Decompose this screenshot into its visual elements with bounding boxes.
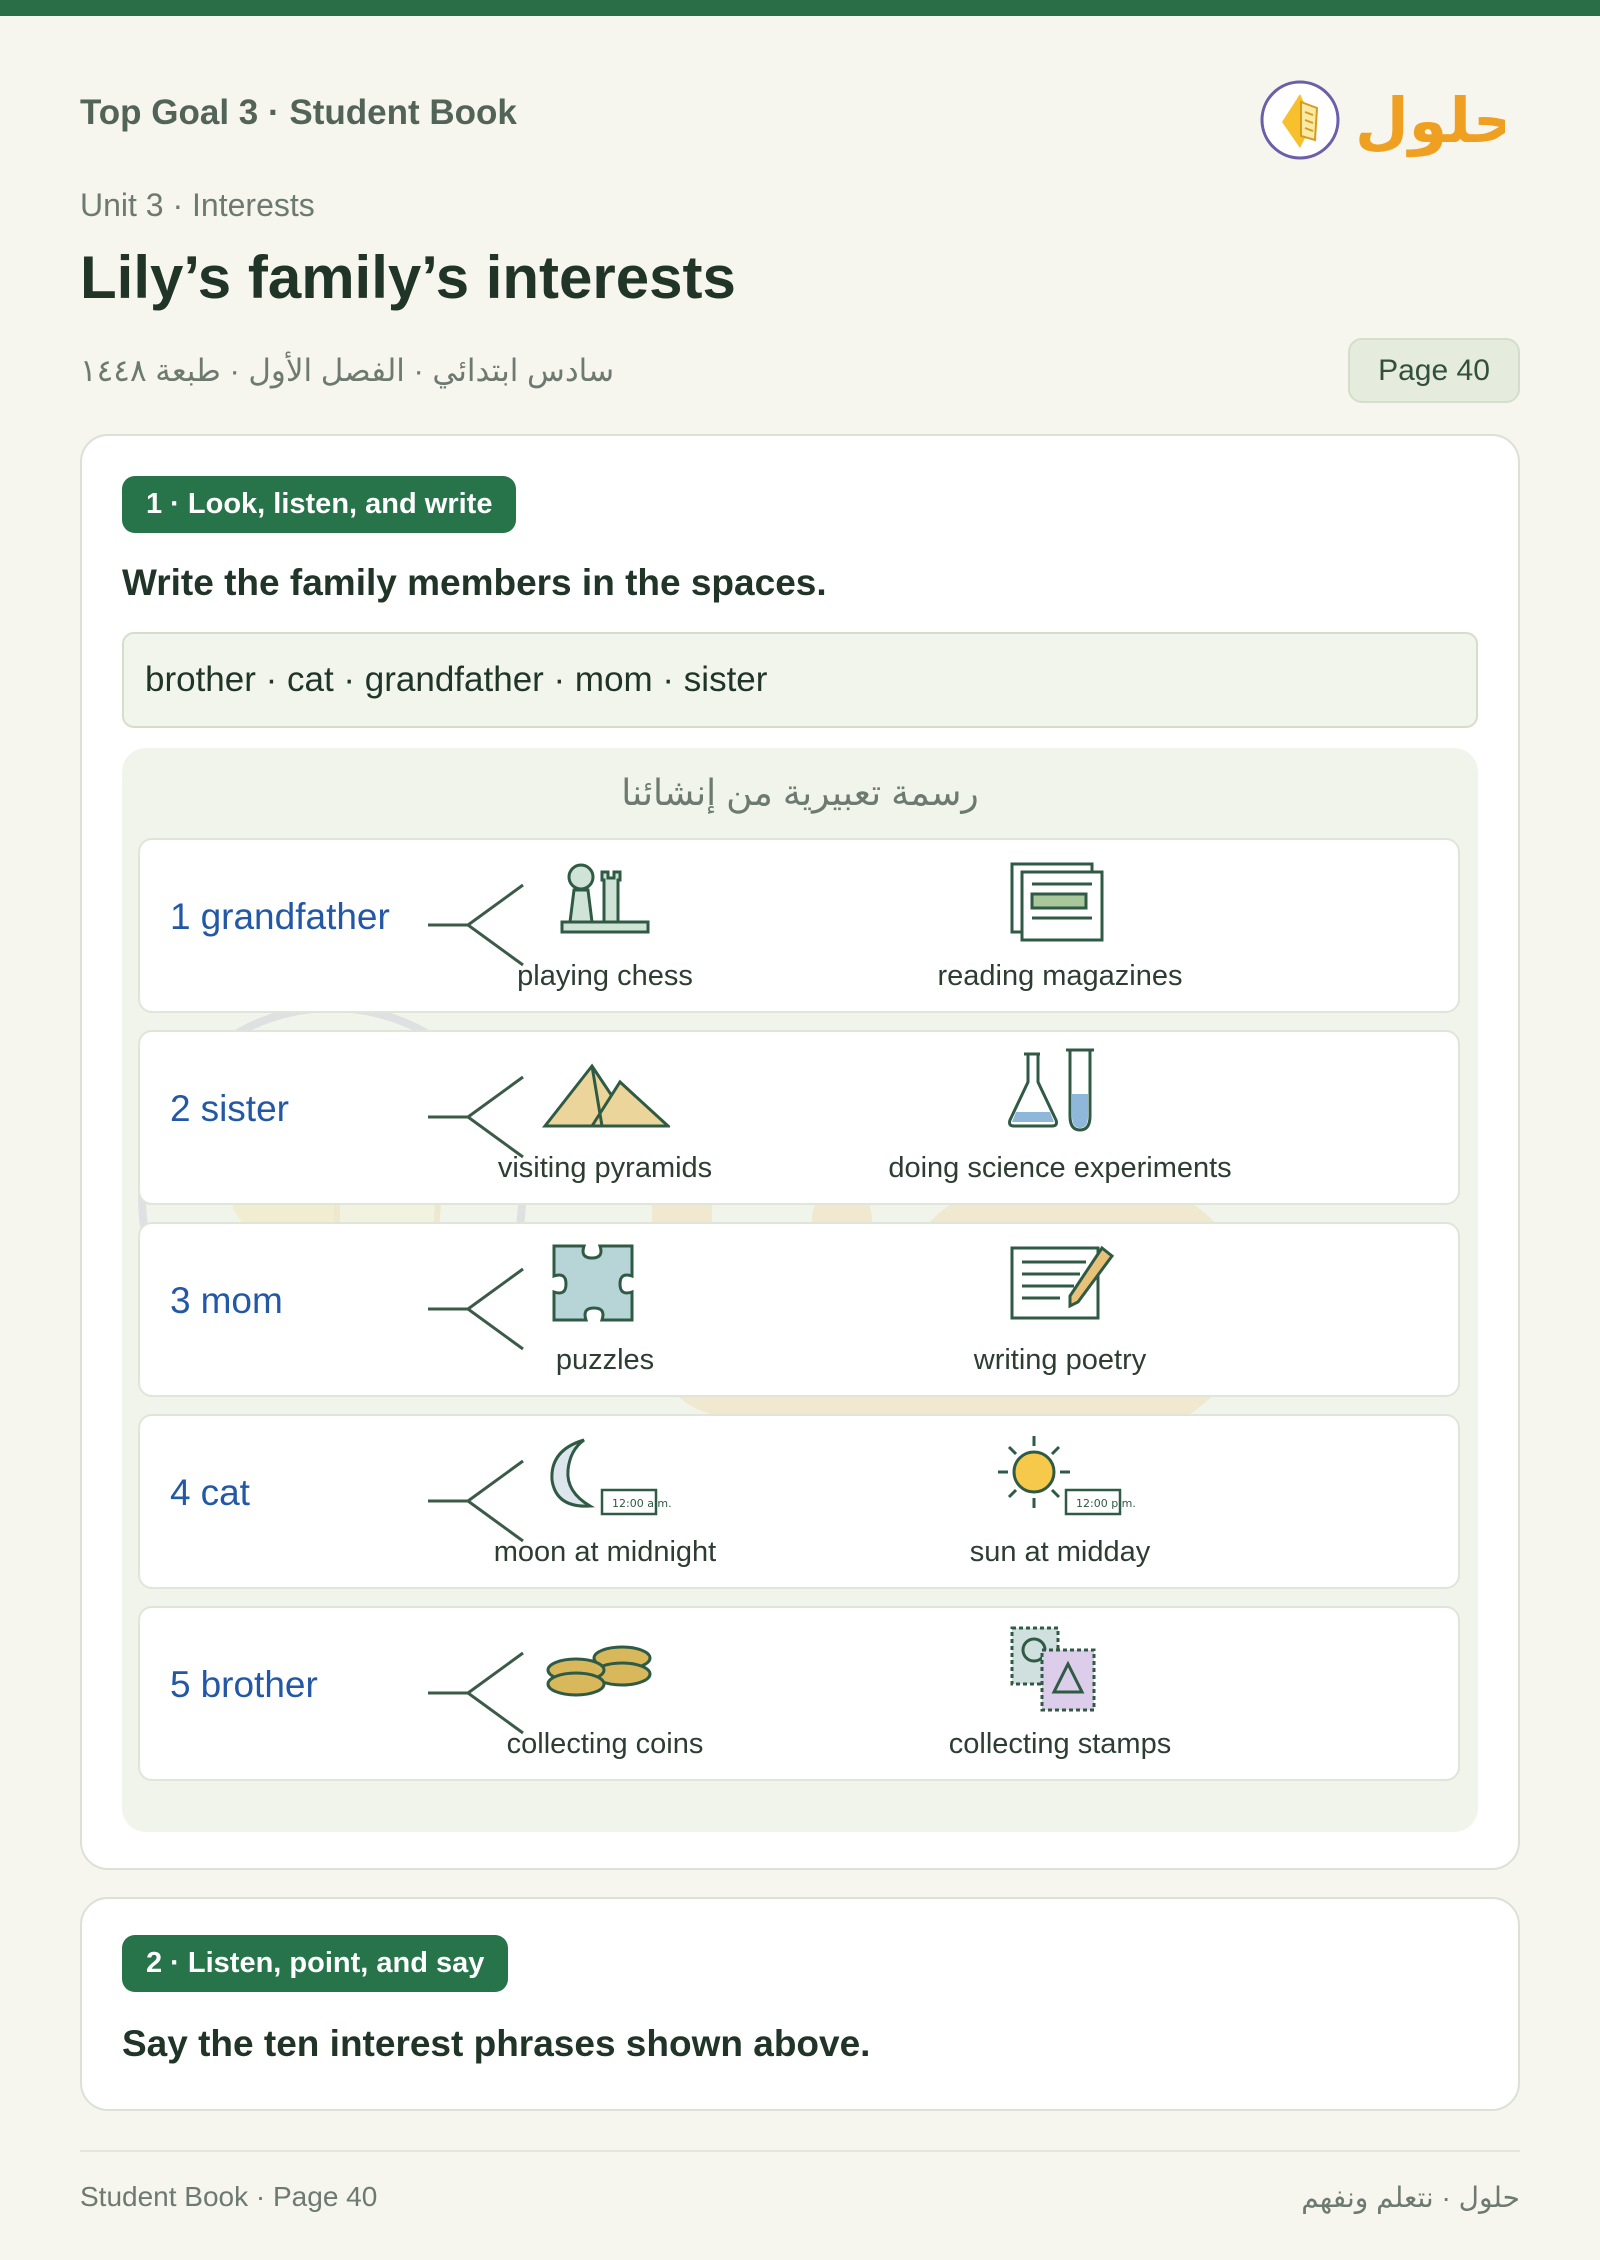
row-answer-text-5: brother <box>200 1664 318 1705</box>
stamps-icon <box>994 1620 1124 1720</box>
row-number-2: 2 <box>170 1088 191 1129</box>
phrase-puzzles: puzzles <box>555 1344 655 1376</box>
row-number-5: 5 <box>170 1664 191 1705</box>
exercise-2-card <box>80 1897 1520 2111</box>
page-number-pill: Page 40 <box>1348 338 1520 403</box>
row-answer-4[interactable] <box>170 1472 250 1514</box>
footer-page-label: Student Book · Page 40 <box>80 2181 378 2212</box>
interest-row-3 <box>138 1222 1460 1397</box>
unit-line: Unit 3 · Interests <box>80 187 315 223</box>
branch-connector <box>428 1456 528 1546</box>
exercise-2-badge: 2 · Listen, point, and say <box>122 1935 508 1992</box>
science-flask-icon <box>994 1044 1124 1144</box>
sun-clock-icon <box>994 1428 1144 1528</box>
word-box: brother · cat · grandfather · mom · sister <box>122 632 1478 728</box>
footer-brand-tagline: حلول · نتعلم ونفهم <box>1301 2182 1520 2213</box>
hulul-logo <box>1255 60 1505 170</box>
phrase-playing-chess: playing chess <box>517 960 693 992</box>
midday-clock-label: 12:00 p.m. <box>1076 1497 1136 1510</box>
exercise-1-instruction: Write the family members in the spaces. <box>122 562 827 603</box>
row-number-3: 3 <box>170 1280 191 1321</box>
grade-line: سادس ابتدائي · الفصل الأول · طبعة ١٤٤٨ <box>80 353 615 388</box>
interest-row-5 <box>138 1606 1460 1781</box>
phrase-collecting-coins: collecting coins <box>506 1728 704 1760</box>
picture-caption: رسمة تعبيرية من إنشائنا <box>621 772 979 813</box>
interest-row-2 <box>138 1030 1460 1205</box>
phrase-visiting-pyramids: visiting pyramids <box>497 1152 713 1184</box>
footer-divider <box>80 2150 1520 2152</box>
exercise-1-card <box>80 434 1520 1870</box>
phrase-collecting-stamps: collecting stamps <box>948 1728 1172 1760</box>
exercise-1-badge: 1 · Look, listen, and write <box>122 476 516 533</box>
branch-connector <box>428 880 528 970</box>
branch-connector <box>428 1072 528 1162</box>
coins-icon <box>540 1620 670 1720</box>
picture-area <box>122 748 1478 1832</box>
poetry-paper-icon <box>994 1236 1124 1336</box>
row-answer-1[interactable] <box>170 896 390 938</box>
midnight-clock-label: 12:00 a.m. <box>612 1497 672 1510</box>
phrase-writing-poetry: writing poetry <box>973 1344 1147 1376</box>
row-answer-2[interactable] <box>170 1088 289 1130</box>
magazines-icon <box>994 852 1124 952</box>
pyramids-icon <box>540 1044 670 1144</box>
row-answer-text-2: sister <box>200 1088 289 1129</box>
phrase-sun-at-midday: sun at midday <box>969 1536 1151 1568</box>
page-title: Lily’s family’s interests <box>80 244 736 311</box>
row-number-1: 1 <box>170 896 191 937</box>
row-number-4: 4 <box>170 1472 191 1513</box>
chess-icon <box>540 852 670 952</box>
row-answer-3[interactable] <box>170 1280 283 1322</box>
row-answer-5[interactable] <box>170 1664 318 1706</box>
branch-connector <box>428 1648 528 1738</box>
book-title: Top Goal 3 · Student Book <box>80 93 517 132</box>
interest-row-4 <box>138 1414 1460 1589</box>
row-answer-text-1: grandfather <box>200 896 390 937</box>
phrase-doing-science-experiments: doing science experiments <box>888 1152 1232 1184</box>
interest-row-1 <box>138 838 1460 1013</box>
logo-lettering: حلول <box>1355 84 1505 157</box>
row-answer-text-4: cat <box>200 1472 250 1513</box>
row-answer-text-3: mom <box>200 1280 283 1321</box>
top-accent-bar <box>0 0 1600 16</box>
moon-clock-icon <box>540 1428 690 1528</box>
branch-connector <box>428 1264 528 1354</box>
puzzle-icon <box>540 1236 670 1336</box>
exercise-2-instruction: Say the ten interest phrases shown above. <box>122 2023 871 2064</box>
phrase-moon-at-midnight: moon at midnight <box>493 1536 717 1568</box>
phrase-reading-magazines: reading magazines <box>937 960 1183 992</box>
